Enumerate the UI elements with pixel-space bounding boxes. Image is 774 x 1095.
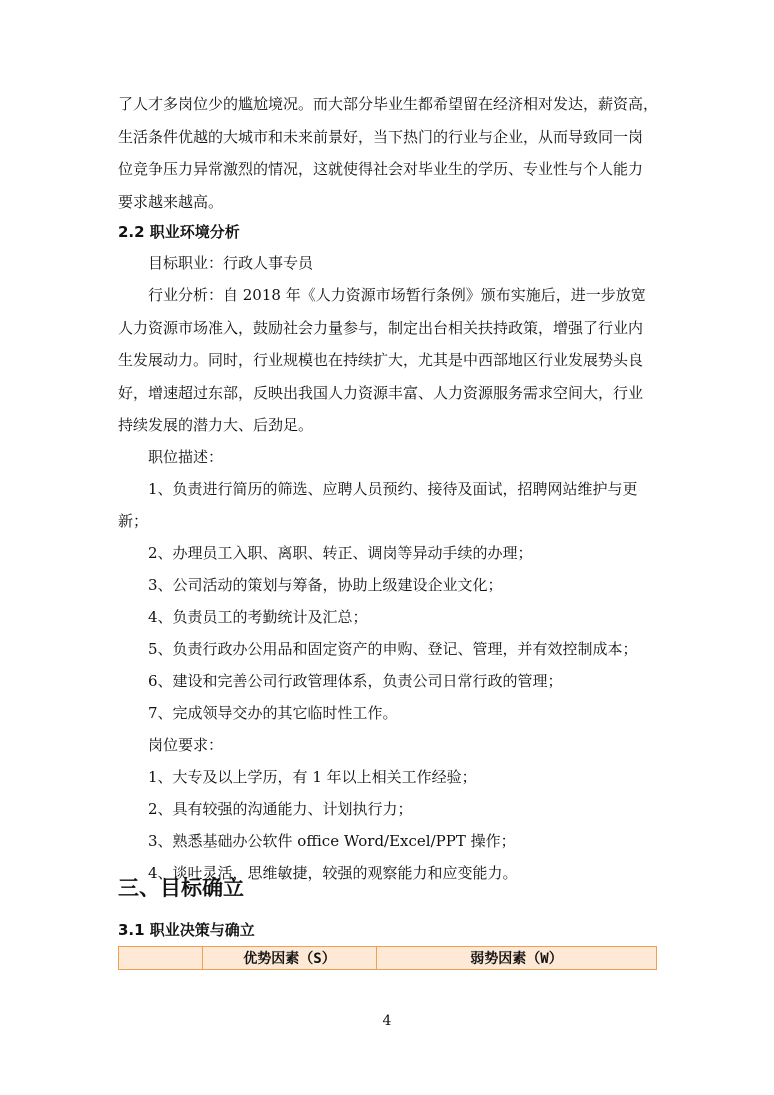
paragraph-line: 要求越来越高。	[118, 193, 224, 211]
job-requirement-item: 1、大专及以上学历，有 1 年以上相关工作经验；	[148, 768, 477, 786]
job-description-item: 4、负责员工的考勤统计及汇总；	[148, 608, 368, 626]
paragraph-line: 生活条件优越的大城市和未来前景好，当下热门的行业与企业，从而导致同一岗	[118, 128, 644, 146]
industry-analysis-line: 好，增速超过东部，反映出我国人力资源丰富、人力资源服务需求空间大，行业	[118, 384, 644, 402]
job-description-item: 1、负责进行简历的筛选、应聘人员预约、接待及面试，招聘网站维护与更	[148, 480, 638, 498]
paragraph-line: 了人才多岗位少的尴尬境况。而大部分毕业生都希望留在经济相对发达，薪资高，	[118, 95, 659, 113]
job-requirements-label: 岗位要求：	[148, 736, 224, 754]
industry-analysis-line: 持续发展的潜力大、后劲足。	[118, 416, 314, 434]
section-heading-2-2: 2.2 职业环境分析	[118, 223, 240, 241]
table-header-strengths: 优势因素（S）	[203, 947, 377, 970]
job-requirement-item: 2、具有较强的沟通能力、计划执行力；	[148, 800, 413, 818]
table-header-weaknesses: 弱势因素（W）	[377, 947, 657, 970]
job-description-item-cont: 新；	[118, 512, 149, 530]
job-description-item: 5、负责行政办公用品和固定资产的申购、登记、管理，并有效控制成本；	[148, 640, 638, 658]
paragraph-line: 位竞争压力异常激烈的情况，这就使得社会对毕业生的学历、专业性与个人能力	[118, 160, 644, 178]
industry-analysis-line: 生发展动力。同时，行业规模也在持续扩大，尤其是中西部地区行业发展势头良	[118, 351, 644, 369]
table-header-empty	[119, 947, 203, 970]
industry-analysis-line: 行业分析：自 2018 年《人力资源市场暂行条例》颁布实施后，进一步放宽	[148, 286, 646, 304]
job-description-item: 2、办理员工入职、离职、转正、调岗等异动手续的办理；	[148, 544, 533, 562]
job-description-item: 6、建设和完善公司行政管理体系，负责公司日常行政的管理；	[148, 672, 563, 690]
page-number: 4	[382, 1013, 392, 1029]
job-requirement-item: 4、谈吐灵活，思维敏捷，较强的观察能力和应变能力。	[148, 864, 518, 882]
industry-analysis-line: 人力资源市场准入，鼓励社会力量参与，制定出台相关扶持政策，增强了行业内	[118, 319, 644, 337]
table-header-row	[119, 947, 657, 970]
job-description-label: 职位描述：	[148, 448, 224, 466]
job-requirement-item: 3、熟悉基础办公软件 office Word/Excel/PPT 操作；	[148, 832, 516, 850]
swot-table	[118, 946, 657, 970]
job-description-item: 7、完成领导交办的其它临时性工作。	[148, 704, 398, 722]
section-heading-3-1: 3.1 职业决策与确立	[118, 921, 255, 939]
target-job: 目标职业：行政人事专员	[148, 254, 314, 272]
section-heading-3: 三、目标确立	[118, 876, 244, 900]
job-description-item: 3、公司活动的策划与筹备，协助上级建设企业文化；	[148, 576, 503, 594]
